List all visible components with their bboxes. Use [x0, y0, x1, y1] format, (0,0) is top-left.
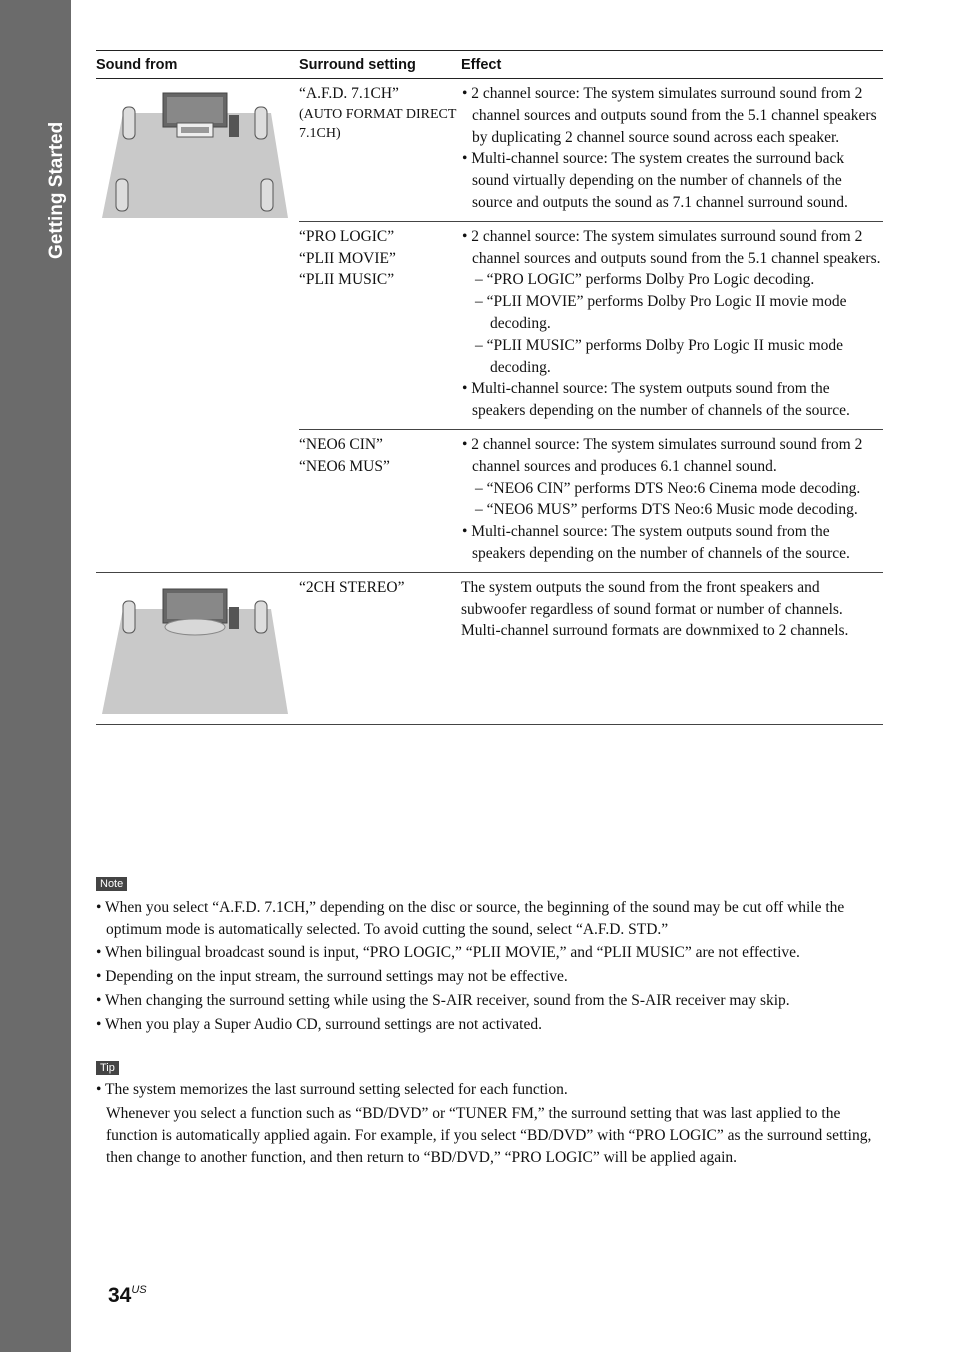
- side-tab: [0, 0, 71, 1352]
- page-number-value: 34: [108, 1284, 132, 1307]
- effect-bullet: • 2 channel source: The system simulates surround sound from 2 channel sources and produces 6.1 channel sound.: [462, 435, 863, 475]
- effect-cell: [461, 79, 883, 221]
- page-number-suffix: US: [131, 1284, 147, 1296]
- effect-cell: [461, 430, 883, 572]
- effect-dash-item: – “PLII MUSIC” performs Dolby Pro Logic II music mode decoding.: [475, 336, 844, 376]
- table-row: [299, 79, 883, 222]
- header-effect: Effect: [461, 56, 502, 73]
- setting-name: “NEO6 MUS”: [299, 457, 390, 475]
- tip-continuation: Whenever you select a function such as “BD/DVD” or “TUNER FM,” the surround setting that was last applied to the function is automatically applied again. For example, if you select “BD/DVD” with “PRO LOGIC” as the surround setting, then change to another function, and then return to “BD/DVD,” “PRO LOGIC” will be applied again.: [106, 1105, 872, 1166]
- surround-setting-cell: [299, 222, 461, 429]
- note-item: • When changing the surround setting while using the S-AIR receiver, sound from the S-AIR receiver may skip.: [96, 991, 790, 1009]
- effect-bullet: • Multi-channel source: The system outputs sound from the speakers depending on the number of channels of the source.: [462, 523, 850, 562]
- group-stereo: [96, 573, 883, 725]
- note-item: • When bilingual broadcast sound is input, “PRO LOGIC,” “PLII MOVIE,” and “PLII MUSIC” are not effective.: [96, 944, 800, 962]
- speaker-layout-stereo-illustration: [101, 587, 289, 719]
- note-list: [96, 897, 886, 1036]
- notes-section: [96, 872, 886, 1169]
- setting-name: “2CH STEREO”: [299, 578, 405, 596]
- effect-bullet: • 2 channel source: The system simulates surround sound from 2 channel sources and outputs sound from the 5.1 channel speakers.: [462, 227, 881, 267]
- tip-label: Tip: [96, 1061, 119, 1075]
- note-item: • When you play a Super Audio CD, surround settings are not activated.: [96, 1015, 542, 1033]
- tip-item: • The system memorizes the last surround setting selected for each function.: [96, 1081, 568, 1099]
- setting-name: “A.F.D. 7.1CH”: [299, 85, 399, 102]
- surround-table: [96, 50, 883, 725]
- effect-dash-item: – “NEO6 CIN” performs DTS Neo:6 Cinema mode decoding.: [475, 479, 861, 497]
- effect-dash-item: – “PLII MOVIE” performs Dolby Pro Logic II movie mode decoding.: [475, 293, 847, 332]
- header-surround-setting: Surround setting: [299, 56, 416, 73]
- speaker-layout-5-1-illustration: [101, 91, 289, 223]
- effect-cell: The system outputs the sound from the front speakers and subwoofer regardless of sound format or number of channels. Multi-channel surround formats are downmixed to 2 channels.: [461, 578, 849, 640]
- page-number: [108, 1284, 147, 1308]
- table-row: [299, 573, 883, 649]
- note-item: • When you select “A.F.D. 7.1CH,” depending on the disc or source, the beginning of the sound may be cut off while the optimum mode is automatically selected. To avoid cutting the sound, select “A.F.D. STD.”: [96, 898, 845, 938]
- effect-bullet: • Multi-channel source: The system creates the surround back sound virtually depending on the number of channels of the source and outputs the sound as 7.1 channel surround sound.: [462, 150, 848, 211]
- effect-cell: [461, 222, 883, 429]
- effect-dash-item: – “NEO6 MUS” performs DTS Neo:6 Music mode decoding.: [475, 501, 858, 519]
- setting-name: “PRO LOGIC”: [299, 227, 395, 245]
- note-label: Note: [96, 877, 127, 891]
- surround-setting-cell: [299, 79, 461, 221]
- setting-name: “PLII MUSIC”: [299, 271, 395, 289]
- sound-from-cell: [96, 79, 299, 572]
- table-row: [299, 222, 883, 430]
- effect-bullet: • Multi-channel source: The system outputs sound from the speakers depending on the number of channels of the source.: [462, 380, 850, 420]
- effect-dash-item: – “PRO LOGIC” performs Dolby Pro Logic decoding.: [475, 271, 815, 289]
- surround-setting-cell: [299, 430, 461, 572]
- table-header: [96, 50, 883, 79]
- setting-name: “NEO6 CIN”: [299, 435, 383, 453]
- setting-name: “PLII MOVIE”: [299, 249, 396, 267]
- header-sound-from: Sound from: [96, 56, 178, 73]
- group-multichannel: [96, 79, 883, 573]
- note-item: • Depending on the input stream, the surround settings may not be effective.: [96, 968, 568, 986]
- group-stereo-rows: [299, 573, 883, 724]
- setting-subtitle: (AUTO FORMAT DIRECT 7.1CH): [299, 106, 457, 141]
- effect-bullet: • 2 channel source: The system simulates surround sound from 2 channel sources and outputs sound from the 5.1 channel speakers by duplicating 2 channel source sound across each speaker.: [462, 85, 877, 146]
- sound-from-cell: [96, 573, 299, 724]
- group-multichannel-rows: [299, 79, 883, 572]
- table-row: [299, 430, 883, 572]
- side-tab-label: Getting Started: [46, 121, 67, 259]
